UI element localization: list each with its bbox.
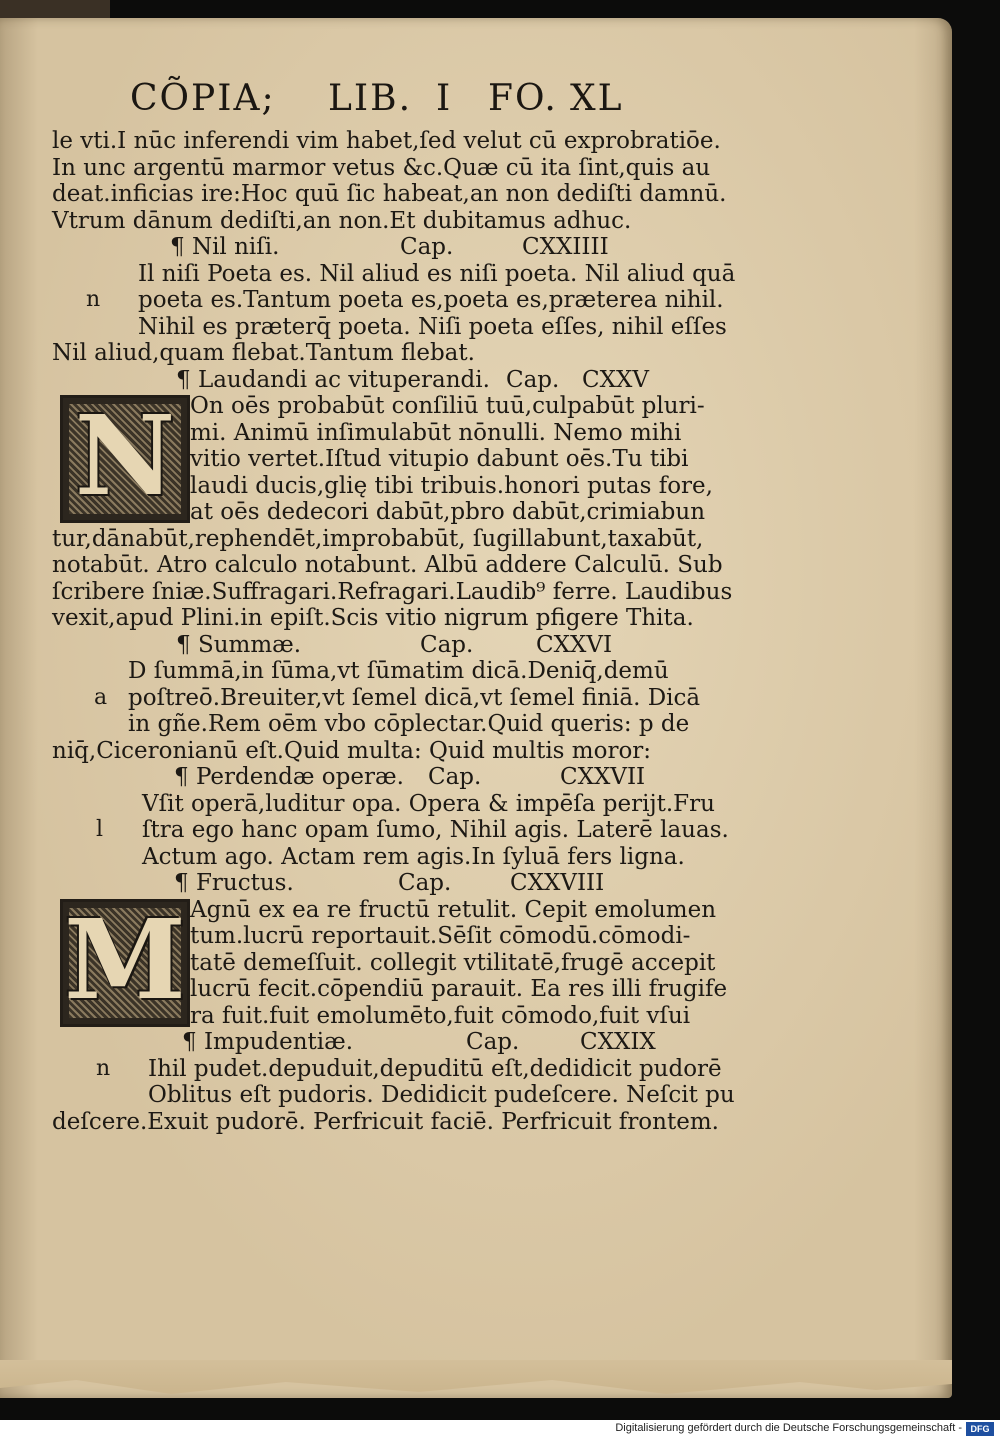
initial-block	[52, 894, 728, 1030]
text-line: Nihil es præterq̄ poeta. Niſi poeta eſſes, nihil eſſes	[138, 313, 727, 340]
text-line: Agnū ex ea re fructū retulit. Cepit emolumen	[190, 896, 717, 923]
text-line	[52, 287, 724, 314]
chapter-cap: Cap.	[428, 764, 482, 790]
text-line: ra fuit.fuit emolumēto,fuit cōmodo,fuit vſui	[190, 1002, 691, 1029]
text-line: mi. Animū inſimulabūt nōnulli. Nemo mihi	[190, 419, 682, 446]
chapter-number: CXXV	[582, 366, 649, 393]
text-line: vitio vertet.Iſtud vitupio dabunt oēs.Tu tibi	[190, 446, 689, 472]
text-line: deat.inficias ire:Hoc quū ſic habeat,an non dediſti damnū.	[52, 181, 727, 207]
header-book-number: I	[436, 78, 453, 119]
text-line: deſcere.Exuit pudorē. Perfricuit faciē. Perfricuit frontem.	[52, 1108, 719, 1135]
marginal-letter: a	[94, 684, 108, 710]
page-body	[52, 128, 736, 1135]
dfg-logo: DFG	[966, 1422, 994, 1436]
text-line: notabūt. Atro calculo notabunt. Albū addere Calculū. Sub	[52, 552, 723, 578]
text-line: Oblitus eſt pudoris. Dedidicit pudeſcere. Neſcit pu	[148, 1082, 735, 1108]
running-header	[130, 78, 630, 128]
chapter-cap: Cap.	[400, 234, 454, 260]
chapter-heading	[52, 632, 692, 659]
text-line: in gñe.Rem oēm vbo cōplectar.Quid queris: p de	[128, 711, 690, 737]
text-line-content: ſtra ego hanc opam ſumo, Nihil agis. Laterē lauas.	[142, 817, 729, 843]
text-line: Vtrum dānum dediſti,an non.Et dubitamus adhuc.	[52, 207, 632, 234]
text-line: tur,dānabūt,rephendēt,improbabūt, ſugillabunt,taxabūt,	[52, 525, 704, 552]
chapter-heading	[52, 870, 692, 897]
book-spine-top	[0, 0, 110, 20]
chapter-cap: Cap.	[466, 1029, 520, 1055]
text-line	[52, 817, 729, 844]
text-line: niq̄,Ciceronianū eſt.Quid multa: Quid multis moror:	[52, 737, 652, 764]
header-folio-label: FO.	[488, 78, 558, 119]
chapter-title: ¶ Perdendæ operæ.	[174, 764, 404, 790]
marginal-letter: l	[96, 817, 104, 842]
chapter-title: ¶ Summæ.	[176, 631, 302, 658]
chapter-cap: Cap.	[420, 631, 474, 658]
text-line: ſcribere ſniæ.Suffragari.Refragari.Laudib⁹ ferre. Laudibus	[52, 578, 733, 605]
header-title: CÕPIA;	[130, 78, 276, 119]
chapter-title: ¶ Impudentiæ.	[182, 1029, 354, 1055]
text-line: On oēs probabūt conſiliū tuū,culpabūt pluri-	[190, 393, 705, 419]
marginal-letter: n	[86, 287, 101, 312]
chapter-cap: Cap.	[506, 366, 560, 393]
text-line	[52, 1055, 722, 1083]
text-line: In unc argentū marmor vetus &c.Quæ cū ita ſint,quis au	[52, 154, 711, 181]
chapter-heading	[52, 234, 692, 261]
chapter-title: ¶ Fructus.	[174, 870, 294, 896]
text-line: Vſit operā,luditur opa. Opera & impēſa perijt.Fru	[142, 790, 715, 817]
chapter-number: CXXVIII	[510, 870, 605, 896]
text-line: at oēs dedecori dabūt,pbro dabūt,crimiabun	[190, 499, 706, 525]
chapter-number: CXXVI	[536, 631, 613, 658]
chapter-number: CXXIIII	[522, 234, 609, 260]
text-line: Nil aliud,quam flebat.Tantum flebat.	[52, 340, 475, 366]
chapter-heading	[52, 764, 692, 791]
chapter-title: ¶ Nil niſi.	[170, 234, 280, 260]
text-line: D ſummā,in ſūma,vt ſūmatim dicā.Deniq̄,demū	[128, 658, 669, 684]
chapter-number: CXXVII	[560, 764, 646, 790]
text-line: lucrū fecit.cōpendiū parauit. Ea res illi frugife	[190, 976, 728, 1002]
text-line-content: poſtreō.Breuiter,vt ſemel dicā,vt ſemel finiā. Dicā	[128, 684, 701, 711]
text-line: Actum ago. Actam rem agis.In ſyluā fers ligna.	[142, 843, 685, 870]
text-line-content: Ihil pudet.depuduit,depuditū eſt,dedidicit pudorē	[148, 1055, 722, 1082]
text-line	[52, 684, 701, 712]
text-line: vexit,apud Plini.in epiſt.Scis vitio nigrum pfigere Thita.	[52, 605, 694, 631]
chapter-title: ¶ Laudandi ac vituperandi.	[176, 366, 490, 393]
funding-note: Digitalisierung gefördert durch die Deutsche Forschungsgemeinschaft -	[615, 1422, 962, 1434]
marginal-letter: n	[96, 1055, 111, 1081]
chapter-heading	[52, 367, 692, 394]
header-book: LIB.	[328, 78, 413, 119]
text-line: Il niſi Poeta es. Nil aliud es niſi poeta. Nil aliud quā	[138, 260, 736, 287]
text-line: tum.lucrū reportauit.Sēſit cōmodū.cōmodi-	[190, 923, 691, 949]
initial-letter: N	[74, 391, 176, 520]
text-line: le vti.I nūc inferendi vim habet,ſed velut cū exprobratiōe.	[52, 128, 721, 154]
chapter-number: CXXIX	[580, 1029, 656, 1055]
text-line-content: poeta es.Tantum poeta es,poeta es,præterea nihil.	[138, 287, 724, 313]
chapter-heading	[52, 1029, 692, 1056]
header-folio-number: XL	[570, 78, 624, 119]
chapter-cap: Cap.	[398, 870, 452, 896]
initial-letter: M	[64, 894, 186, 1024]
initial-block	[52, 391, 713, 526]
text-line: tatē demeſſuit. collegit vtilitatē,frugē accepit	[190, 949, 716, 976]
funding-footer	[0, 1420, 1000, 1439]
text-line: laudi ducis,glię tibi tribuis.honori putas fore,	[190, 472, 713, 499]
